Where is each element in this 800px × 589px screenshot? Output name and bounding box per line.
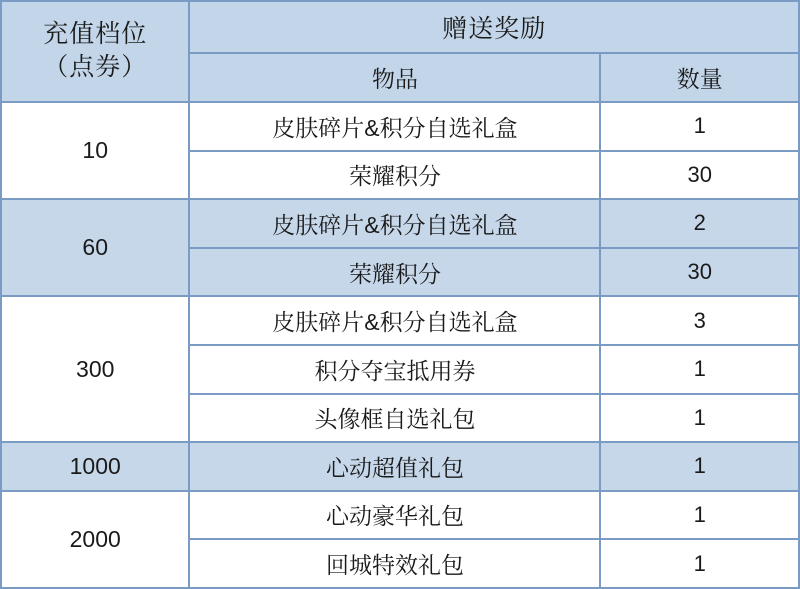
table-row — [1, 296, 799, 345]
quantity-cell: 2 — [600, 199, 799, 248]
item-cell: 皮肤碎片&积分自选礼盒 — [189, 199, 600, 248]
item-cell: 回城特效礼包 — [189, 539, 600, 588]
tier-cell: 1000 — [1, 442, 189, 491]
quantity-cell: 1 — [600, 539, 799, 588]
table-row — [1, 199, 799, 248]
quantity-cell: 1 — [600, 394, 799, 443]
header-item: 物品 — [189, 53, 600, 102]
table-row — [1, 491, 799, 540]
quantity-cell: 1 — [600, 102, 799, 151]
header-tier-line2: （点券） — [43, 53, 148, 82]
item-cell: 皮肤碎片&积分自选礼盒 — [189, 296, 600, 345]
tier-cell: 10 — [1, 102, 189, 199]
header-tier — [1, 1, 189, 102]
tier-cell: 60 — [1, 199, 189, 296]
table-body — [1, 1, 799, 588]
header-tier-line1: 充值档位 — [43, 19, 148, 48]
table-row — [1, 102, 799, 151]
tier-cell: 2000 — [1, 491, 189, 588]
quantity-cell: 30 — [600, 151, 799, 200]
item-cell: 荣耀积分 — [189, 248, 600, 297]
item-cell: 心动超值礼包 — [189, 442, 600, 491]
item-cell: 荣耀积分 — [189, 151, 600, 200]
tier-cell: 300 — [1, 296, 189, 442]
item-cell: 心动豪华礼包 — [189, 491, 600, 540]
header-reward-group: 赠送奖励 — [189, 1, 799, 53]
item-cell: 头像框自选礼包 — [189, 394, 600, 443]
quantity-cell: 30 — [600, 248, 799, 297]
quantity-cell: 1 — [600, 442, 799, 491]
table-row — [1, 442, 799, 491]
quantity-cell: 3 — [600, 296, 799, 345]
quantity-cell: 1 — [600, 345, 799, 394]
table-header-row-1 — [1, 1, 799, 53]
header-quantity: 数量 — [600, 53, 799, 102]
item-cell: 积分夺宝抵用券 — [189, 345, 600, 394]
quantity-cell: 1 — [600, 491, 799, 540]
item-cell: 皮肤碎片&积分自选礼盒 — [189, 102, 600, 151]
